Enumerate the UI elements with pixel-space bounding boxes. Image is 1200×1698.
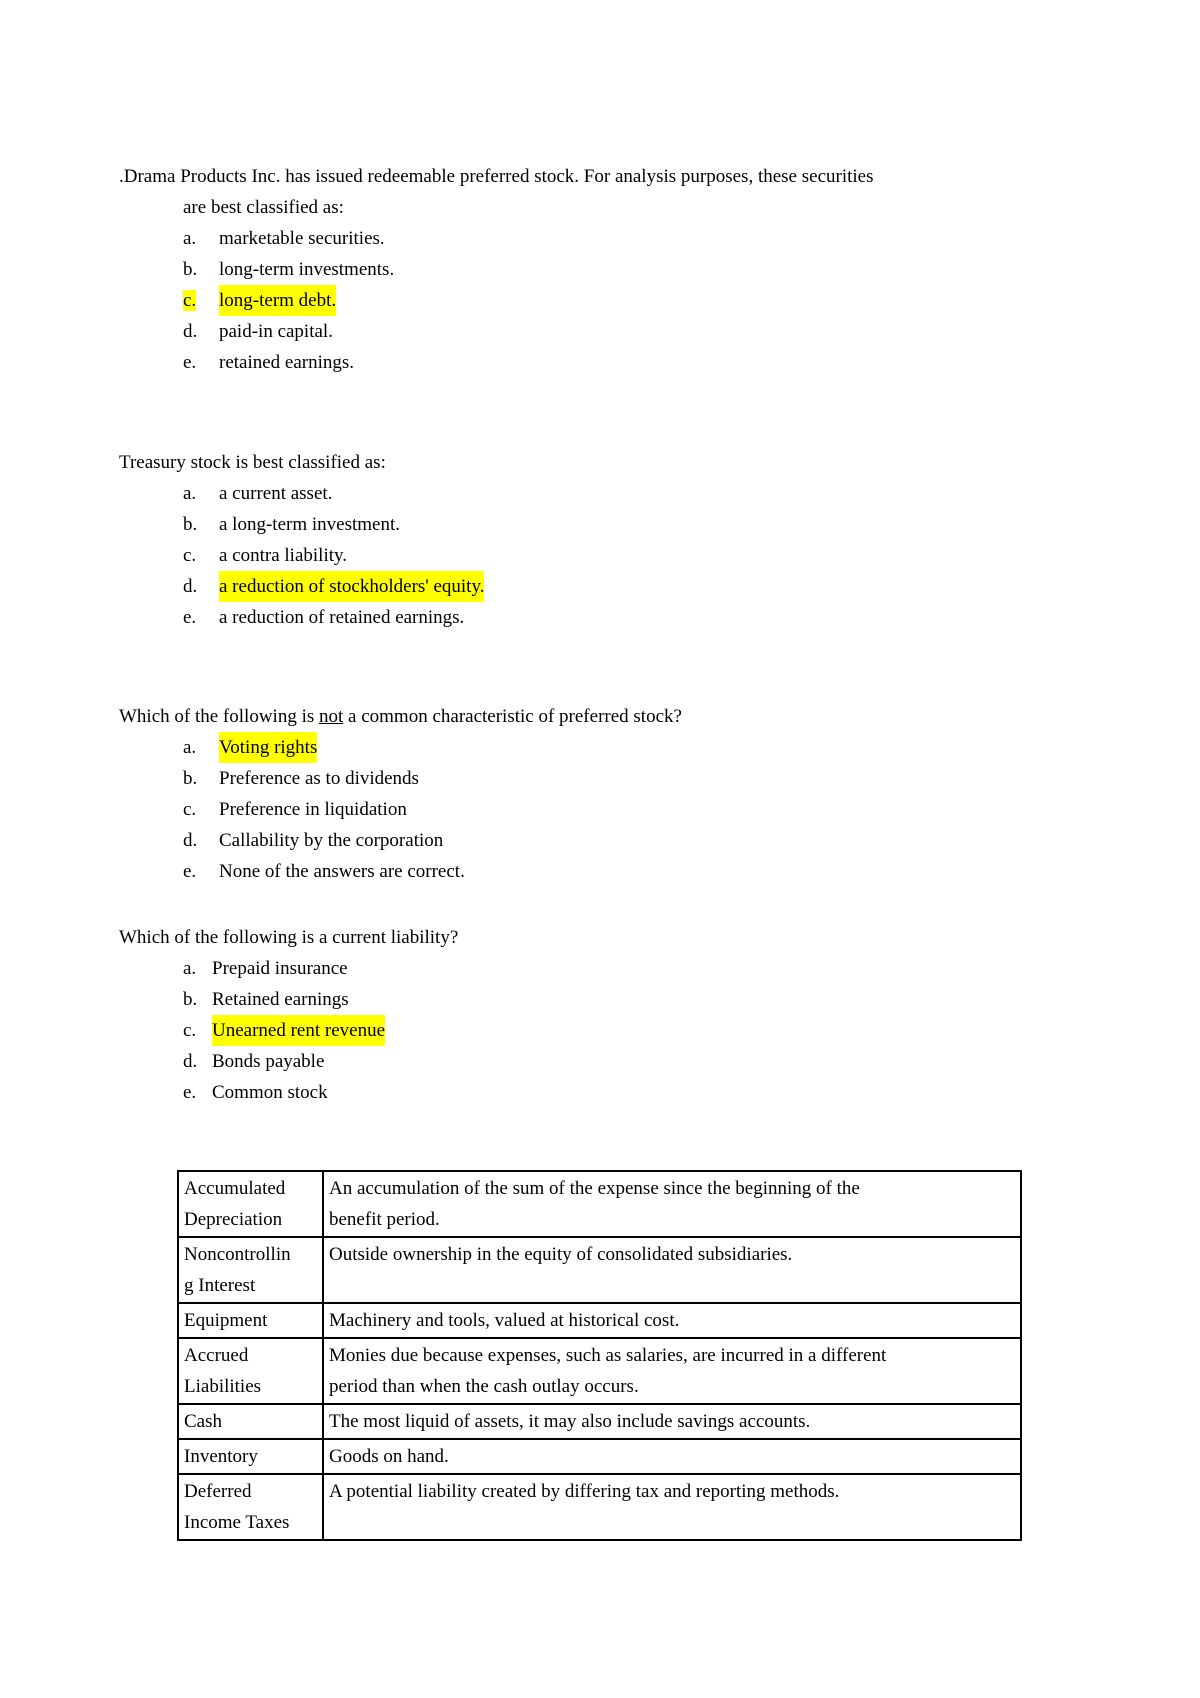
definition-text: Goods on hand. xyxy=(329,1446,449,1467)
term-text: g Interest xyxy=(184,1275,256,1296)
table-row xyxy=(178,1439,1021,1474)
definition-text: The most liquid of assets, it may also include savings accounts. xyxy=(329,1411,811,1432)
term-cell xyxy=(178,1171,323,1237)
question-stem: Which of the following is a current liability? xyxy=(119,927,459,948)
option-letter: c. xyxy=(183,545,197,566)
stem-text: a common characteristic of preferred stock? xyxy=(343,706,682,727)
answer-option-correct xyxy=(119,732,1079,763)
definition-text: period than when the cash outlay occurs. xyxy=(329,1376,639,1397)
option-letter: a. xyxy=(183,737,197,758)
answer-options xyxy=(119,953,1079,1108)
option-text: long-term investments. xyxy=(219,259,395,280)
answer-option xyxy=(119,953,1079,984)
option-text: Preference as to dividends xyxy=(219,768,419,789)
term-cell xyxy=(178,1338,323,1404)
question-3 xyxy=(119,701,1079,887)
option-letter: d. xyxy=(183,321,198,342)
option-letter: c. xyxy=(183,1020,197,1041)
option-letter: e. xyxy=(183,861,197,882)
answer-option xyxy=(119,602,1079,633)
term-text: Accrued xyxy=(184,1345,249,1366)
definition-cell xyxy=(323,1474,1021,1540)
term-text: Equipment xyxy=(184,1310,268,1331)
question-stem: Treasury stock is best classified as: xyxy=(119,452,386,473)
definition-text: Monies due because expenses, such as salaries, are incurred in a different xyxy=(329,1345,887,1366)
answer-option xyxy=(119,984,1079,1015)
definition-text: Machinery and tools, valued at historical cost. xyxy=(329,1310,680,1331)
answer-option xyxy=(119,825,1079,856)
term-text: Income Taxes xyxy=(184,1512,290,1533)
definition-cell xyxy=(323,1237,1021,1303)
definition-text: An accumulation of the sum of the expense since the beginning of the xyxy=(329,1178,860,1199)
definition-cell xyxy=(323,1338,1021,1404)
option-text-highlighted: Voting rights xyxy=(219,732,317,763)
option-text-highlighted: Unearned rent revenue xyxy=(212,1015,385,1046)
option-text: a reduction of retained earnings. xyxy=(219,607,465,628)
answer-option xyxy=(119,763,1079,794)
option-text: paid-in capital. xyxy=(219,321,333,342)
stem-underlined-word: not xyxy=(319,706,344,727)
option-letter: b. xyxy=(183,514,198,535)
answer-option xyxy=(119,223,1079,254)
question-stem xyxy=(119,701,1079,732)
term-text: Accumulated xyxy=(184,1178,286,1199)
answer-option xyxy=(119,856,1079,887)
question-stem-continued: are best classified as: xyxy=(183,197,344,218)
table-row xyxy=(178,1404,1021,1439)
option-letter: e. xyxy=(183,607,197,628)
definition-cell xyxy=(323,1303,1021,1338)
answer-option xyxy=(119,254,1079,285)
stem-text: Which of the following is xyxy=(119,706,319,727)
term-text: Liabilities xyxy=(184,1376,262,1397)
answer-option xyxy=(119,1077,1079,1108)
option-text: retained earnings. xyxy=(219,352,355,373)
term-text: Noncontrollin xyxy=(184,1244,291,1265)
option-text: Prepaid insurance xyxy=(212,958,348,979)
term-cell xyxy=(178,1404,323,1439)
table-row xyxy=(178,1171,1021,1237)
question-2 xyxy=(119,447,1079,633)
term-text: Inventory xyxy=(184,1446,258,1467)
definition-text: A potential liability created by differing tax and reporting methods. xyxy=(329,1481,840,1502)
option-text: Bonds payable xyxy=(212,1051,325,1072)
option-letter: a. xyxy=(183,483,197,504)
answer-option xyxy=(119,540,1079,571)
answer-options xyxy=(119,223,1079,378)
option-text: a contra liability. xyxy=(219,545,348,566)
table-row xyxy=(178,1237,1021,1303)
table-row xyxy=(178,1303,1021,1338)
definition-text: Outside ownership in the equity of consolidated subsidiaries. xyxy=(329,1244,793,1265)
question-1 xyxy=(119,161,1079,378)
option-text: Callability by the corporation xyxy=(219,830,444,851)
answer-option xyxy=(119,794,1079,825)
option-letter: c. xyxy=(183,290,197,311)
option-text: Retained earnings xyxy=(212,989,349,1010)
table-row xyxy=(178,1338,1021,1404)
term-text: Depreciation xyxy=(184,1209,283,1230)
answer-option-correct xyxy=(119,571,1079,602)
answer-option-correct xyxy=(119,1015,1079,1046)
definition-cell xyxy=(323,1404,1021,1439)
term-cell xyxy=(178,1474,323,1540)
definition-cell xyxy=(323,1439,1021,1474)
glossary-table xyxy=(177,1170,1022,1541)
option-letter: b. xyxy=(183,259,198,280)
option-letter: e. xyxy=(183,1082,197,1103)
term-cell xyxy=(178,1439,323,1474)
option-letter: d. xyxy=(183,830,198,851)
option-letter: e. xyxy=(183,352,197,373)
term-cell xyxy=(178,1237,323,1303)
option-letter: b. xyxy=(183,989,198,1010)
question-stem: .Drama Products Inc. has issued redeemable preferred stock. For analysis purposes, these securities xyxy=(119,166,874,187)
option-letter: c. xyxy=(183,799,197,820)
option-letter: d. xyxy=(183,1051,198,1072)
option-text: a current asset. xyxy=(219,483,333,504)
option-text: a long-term investment. xyxy=(219,514,400,535)
option-letter: d. xyxy=(183,576,198,597)
term-text: Deferred xyxy=(184,1481,252,1502)
option-letter: b. xyxy=(183,768,198,789)
option-text-highlighted: long-term debt. xyxy=(219,285,336,316)
answer-option xyxy=(119,509,1079,540)
answer-option xyxy=(119,1046,1079,1077)
option-text: Common stock xyxy=(212,1082,328,1103)
option-text: marketable securities. xyxy=(219,228,385,249)
question-4 xyxy=(119,922,1079,1108)
term-cell xyxy=(178,1303,323,1338)
term-text: Cash xyxy=(184,1411,222,1432)
answer-option-correct xyxy=(119,285,1079,316)
option-letter: a. xyxy=(183,228,197,249)
answer-option xyxy=(119,478,1079,509)
option-letter: a. xyxy=(183,958,197,979)
definition-cell xyxy=(323,1171,1021,1237)
option-text-highlighted: a reduction of stockholders' equity. xyxy=(219,571,484,602)
answer-option xyxy=(119,347,1079,378)
definition-text: benefit period. xyxy=(329,1209,440,1230)
table-row xyxy=(178,1474,1021,1540)
answer-options xyxy=(119,478,1079,633)
answer-options xyxy=(119,732,1079,887)
option-text: Preference in liquidation xyxy=(219,799,407,820)
answer-option xyxy=(119,316,1079,347)
option-text: None of the answers are correct. xyxy=(219,861,465,882)
